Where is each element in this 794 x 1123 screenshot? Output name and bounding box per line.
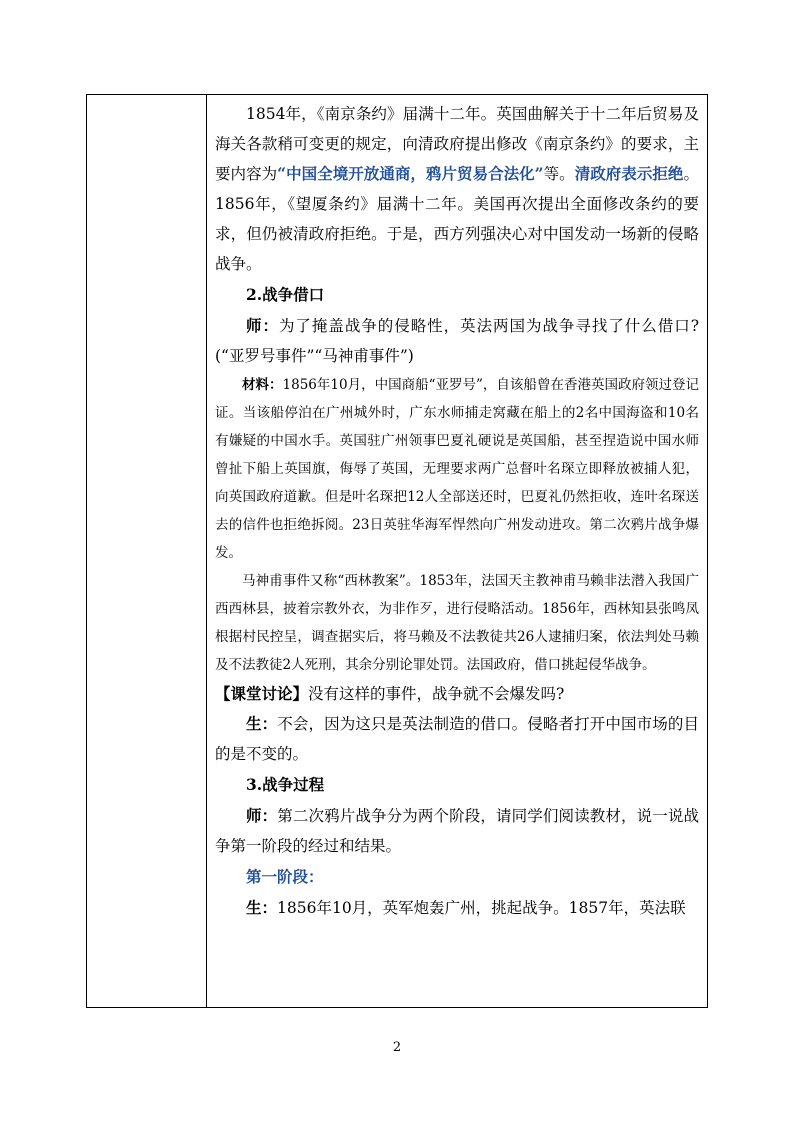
paragraph-xilin-incident: 马神甫事件又称“西林教案”。1853年，法国天主教神甫马赖非法潜入我国广西西林县，披着宗教外衣，为非作歹，进行侵略活动。1856年，西林知县张鸣凤根据村民控呈，调查据实后，将马赖及不法教徒共26人逮捕归案，依法判处马赖及不法教徒2人死刑，其余分别论罪处罚。法国政府，借口挑起侵华战争。 — [215, 573, 699, 673]
section-heading-pretext: 2.战争借口 — [246, 285, 325, 304]
section-heading-process: 3.战争过程 — [246, 775, 325, 794]
paragraph-student-first-stage — [215, 893, 699, 923]
lesson-table — [86, 94, 708, 1008]
stage-heading-first: 第一阶段： — [246, 867, 324, 886]
text-run: 没有这样的事件，战争就不会爆发吗? — [308, 685, 565, 703]
text-run: 不会，因为这只是英法制造的借口。侵略者打开中国市场的目的是不变的。 — [215, 715, 699, 763]
text-run: 等。 — [543, 165, 575, 183]
text-run: 1856年10月，英军炮轰广州，挑起战争。1857年，英法联 — [277, 899, 686, 917]
paragraph-student-answer — [215, 709, 699, 769]
paragraph-class-discussion — [215, 679, 699, 709]
highlight-qing-refusal: 清政府表示拒绝 — [574, 164, 684, 183]
table-left-column — [87, 95, 207, 1007]
table-content-cell — [207, 95, 707, 1007]
page-number: 2 — [392, 1040, 402, 1055]
paragraph-teacher-instruction — [215, 801, 699, 861]
text-run: 1854年，《南京条约》届满十二年。英国曲解关于十二年后贸易及海关各款稍可变更的规定，向清政府提出修改《南京条约》的要求，主要内容为 — [215, 105, 699, 183]
paragraph-teacher-question — [215, 311, 699, 371]
speaker-label-student: 生： — [246, 714, 278, 733]
material-label: 材料： — [242, 377, 283, 393]
speaker-label-teacher: 师： — [246, 316, 279, 335]
discussion-label: 【课堂讨论】 — [215, 684, 309, 703]
text-run: 第二次鸦片战争分为两个阶段，请同学们阅读教材，说一说战争第一阶段的经过和结果。 — [215, 807, 699, 855]
text-run: 为了掩盖战争的侵略性，英法两国为战争寻找了什么借口?(“亚罗号事件”“马神甫事件”) — [215, 317, 699, 365]
text-run: 1856年10月，中国商船“亚罗号”，自该船曾在香港英国政府领过登记证。当该船停泊在广州城外时，广东水师捕走窝藏在船上的2名中国海盗和10名有嫌疑的中国水手。英国驻广州领事巴夏礼硬说是英国船，甚至捏造说中国水师曾扯下船上英国旗，侮辱了英国，无理要求两广总督叶名琛立即释放被捕人犯，向英国政府道歉。但是叶名琛把12人全部送还时，巴夏礼仍然拒收，连叶名琛送去的信件也拒绝拆阅。23日英驻华海军悍然向广州发动进攻。第二次鸦片战争爆发。 — [215, 377, 699, 561]
text-run: 。1856年，《望厦条约》届满十二年。美国再次提出全面修改条约的要求，但仍被清政府拒绝。于是，西方列强决心对中国发动一场新的侵略战争。 — [215, 165, 699, 273]
paragraph-treaty-revision — [215, 99, 699, 279]
highlight-demand: “中国全境开放通商，鸦片贸易合法化” — [277, 164, 544, 183]
speaker-label-student: 生： — [246, 898, 278, 917]
speaker-label-teacher: 师： — [246, 806, 278, 825]
paragraph-arrow-incident — [215, 371, 699, 567]
